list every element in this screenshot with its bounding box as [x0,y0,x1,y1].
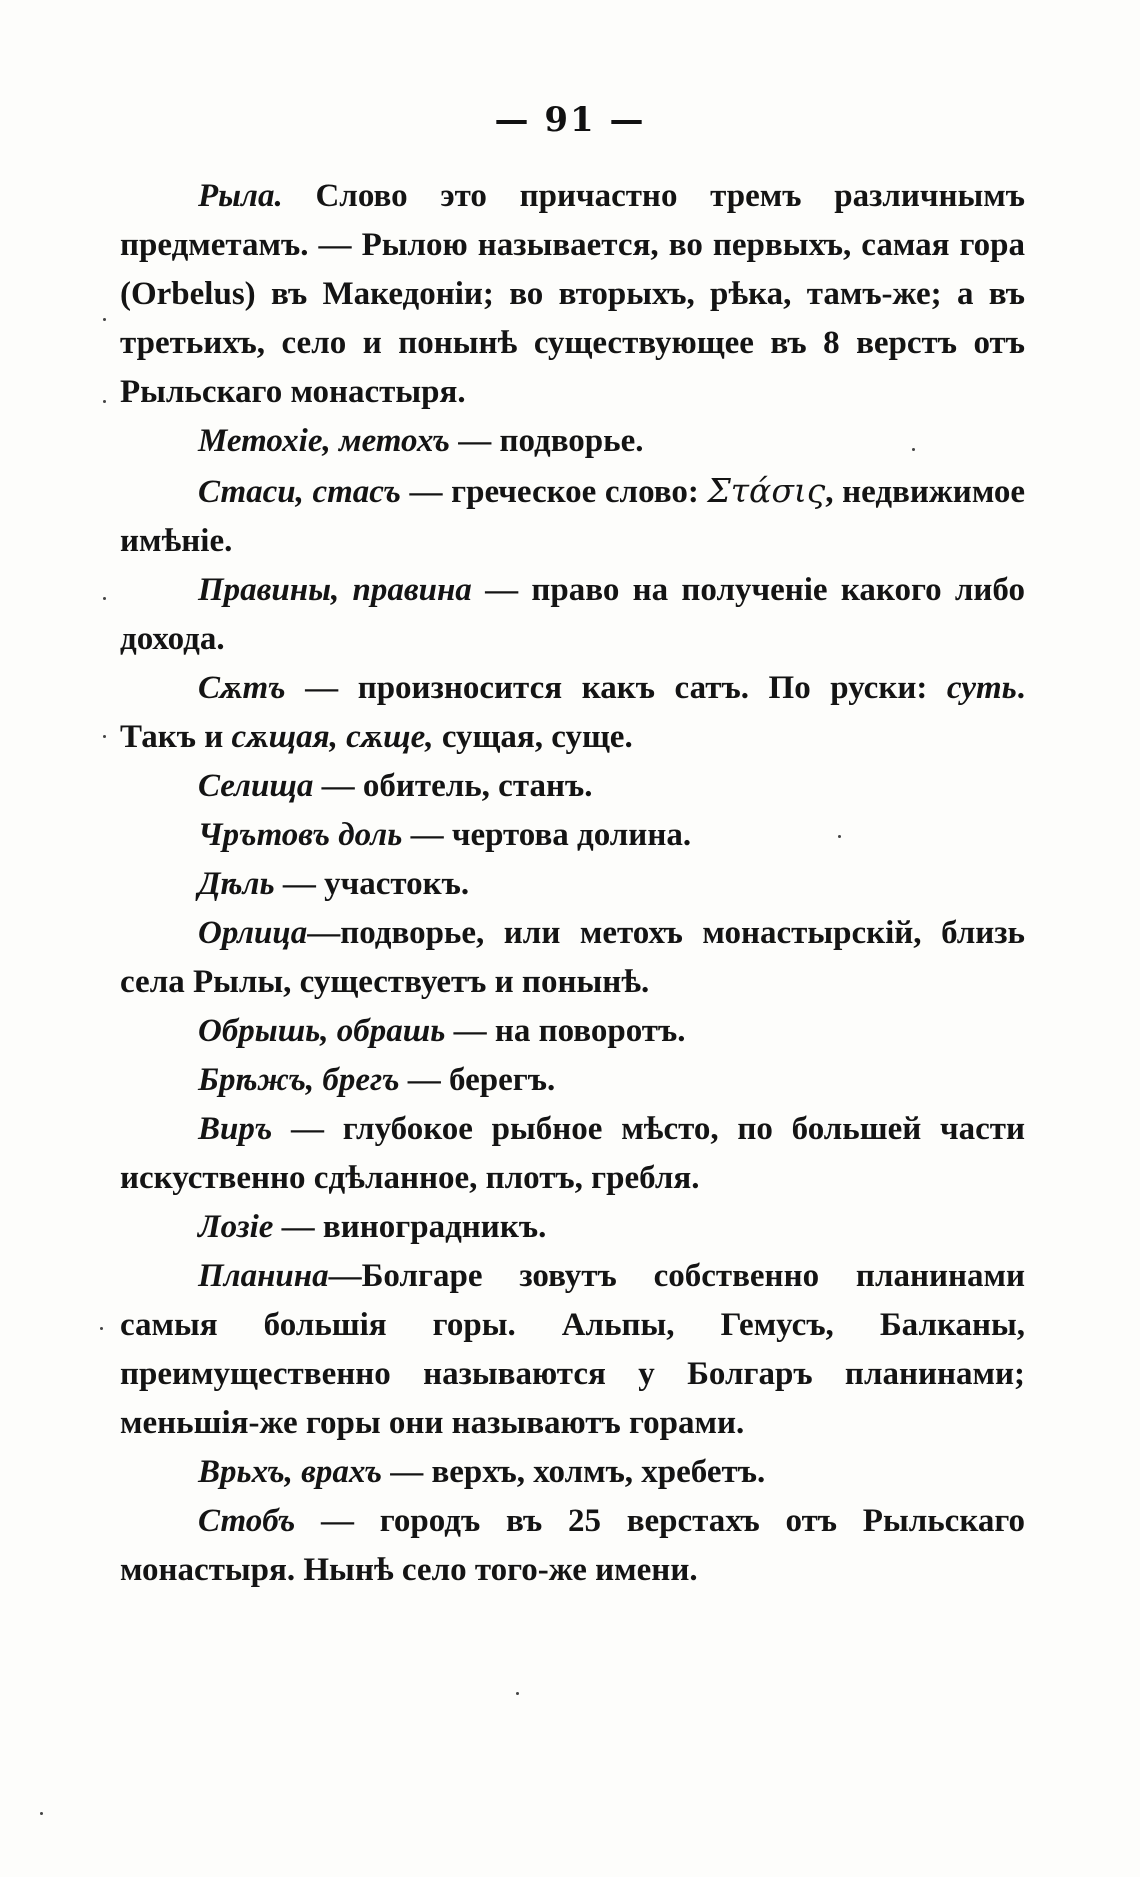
greek-word: Στάσις [707,471,826,510]
entry-stasi [120,466,1025,566]
scan-speck [516,1692,519,1695]
entry-definition: — верхъ, холмъ, хребетъ. [381,1454,766,1490]
entry-metohie [120,417,1025,466]
entry-term: Метохіе, метохъ [198,423,450,459]
scan-speck [40,1812,43,1815]
entry-term-inline: суть [946,670,1017,706]
scan-speck [100,1327,103,1330]
entry-term: Сѫтъ [198,670,286,706]
scan-speck [103,597,106,600]
entry-term: Обрышь, обрашь [198,1013,446,1049]
entry-definition: Слово это причастно тремъ различнымъ предметамъ. — Рылою называется, во первыхъ, самая гора (Orbelus) въ Македоніи; во вторыхъ, рѣка, тамъ-же; а въ третьихъ, село и понынѣ существующее въ 8 верстъ отъ Рыльскаго монастыря. [120,178,1025,410]
entry-chrtov-dol [120,811,1025,860]
entry-del [120,860,1025,909]
scan-speck [912,448,915,451]
entry-obrysh [120,1007,1025,1056]
entry-term: Планина [198,1258,329,1294]
entry-praviny [120,566,1025,664]
entry-definition: — на поворотъ. [445,1013,686,1049]
entry-term: Виръ [198,1111,273,1147]
entry-definition: — право на полученіе какого либо дохода. [120,572,1025,657]
entry-definition: —Болгаре зовутъ собственно планинами самыя большія горы. Альпы, Гемусъ, Балканы, преимущественно называются у Болгаръ планинами; меньшія-же горы они называютъ горами. [120,1258,1025,1441]
entry-brezh [120,1056,1025,1105]
entry-term: Орлица [198,915,308,951]
entry-lozie [120,1203,1025,1252]
entry-term: Правины, правина [198,572,472,608]
entry-vrh [120,1448,1025,1497]
entry-definition: — обитель, станъ. [313,768,593,804]
page-number: — 91 — [494,100,646,140]
entry-term: Врьхъ, врахъ [198,1454,382,1490]
entry-sat [120,664,1025,762]
entry-selishta [120,762,1025,811]
entry-term: Стаси, стасъ [198,474,401,510]
entry-definition-continued: , недвижимое имѣніе. [120,474,1026,559]
entry-definition: — виноградникъ. [273,1209,547,1245]
entry-definition: — произносится какъ сатъ. По руски: [285,670,947,706]
entry-definition: — глубокое рыбное мѣсто, по большей части искуственно сдѣланное, плотъ, гребля. [120,1111,1025,1196]
entry-term-inline: сѫщая, сѫще, [231,719,434,755]
scan-speck [838,835,841,838]
entry-term: Рыла. [198,178,283,214]
entry-ryla [120,172,1025,417]
entry-term: Стобъ [198,1503,296,1539]
entry-term: Чрътовъ доль [198,817,403,853]
entry-definition: — подворье. [449,423,644,459]
entry-definition: —подворье, или метохъ монастырскій, близь села Рылы, существуетъ и понынѣ. [120,915,1025,1000]
entry-definition: — городъ въ 25 верстахъ отъ Рыльскаго монастыря. Нынѣ село того-же имени. [120,1503,1025,1588]
scan-speck [103,400,106,403]
entry-term: Селища [198,768,314,804]
scan-speck [103,735,106,738]
entry-definition: — участокъ. [274,866,470,902]
entry-orlitsa [120,909,1025,1007]
entry-definition: — греческое слово: [400,474,708,510]
scan-speck [103,318,106,321]
entry-planina [120,1252,1025,1448]
entry-vir [120,1105,1025,1203]
entry-definition: — берегъ. [399,1062,556,1098]
entry-term: Лозіе [198,1209,274,1245]
entry-definition-continued: сущая, суще. [433,719,633,755]
entry-term: Брѣжъ, брегъ [198,1062,400,1098]
glossary-text [120,172,1025,1595]
entry-term: Дѣль [198,866,275,902]
entry-definition-continued: . Такъ и [120,670,1025,755]
entry-definition: — чертова долина. [402,817,692,853]
entry-stob [120,1497,1025,1595]
